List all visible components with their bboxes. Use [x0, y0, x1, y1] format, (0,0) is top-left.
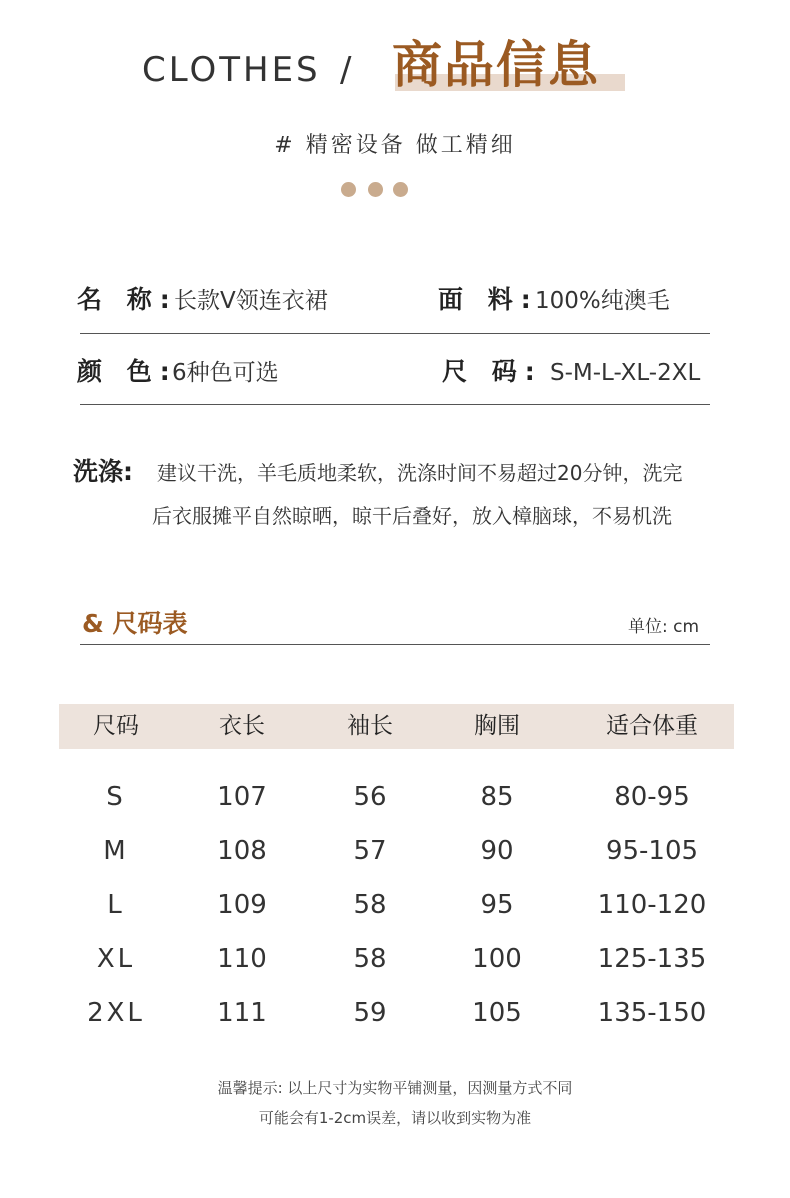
table-cell: 59 [353, 998, 387, 1028]
washing-text-line2: 后衣服摊平自然晾晒，晾干后叠好，放入樟脑球，不易机洗 [152, 504, 672, 528]
table-header-cell: 适合体重 [606, 713, 698, 739]
note-line2: 可能会有1-2cm误差，请以收到实物为准 [258, 1109, 532, 1127]
table-cell: 110-120 [597, 890, 707, 920]
table-cell: S [106, 782, 126, 812]
note-line1: 温馨提示: 以上尺寸为实物平铺测量，因测量方式不同 [217, 1079, 573, 1097]
table-cell: 95-105 [605, 836, 699, 866]
dot-icon [393, 182, 408, 197]
brand-text: CLOTHES [142, 50, 321, 90]
size-value: S-M-L-XL-2XL [550, 360, 701, 386]
washing-text-line1: 建议干洗，羊毛质地柔软，洗涤时间不易超过20分钟，洗完 [157, 461, 683, 485]
color-value: 6种色可选 [172, 360, 279, 386]
color-label: 颜 色: [77, 357, 178, 386]
table-cell: L [107, 890, 125, 920]
table-cell: 2XL [87, 998, 145, 1028]
dot-icon [341, 182, 356, 197]
table-header-cell: 袖长 [347, 713, 393, 739]
table-cell: 135-150 [597, 998, 707, 1028]
dot-icon [368, 182, 383, 197]
table-cell: 58 [353, 890, 387, 920]
table-cell: 111 [217, 998, 267, 1028]
table-cell: 110 [217, 944, 267, 974]
subtitle: # 精密设备 做工精细 [274, 133, 516, 158]
table-cell: 56 [353, 782, 387, 812]
name-value: 长款V领连衣裙 [174, 288, 328, 314]
table-cell: 95 [480, 890, 514, 920]
brand-slash: / [340, 50, 352, 90]
table-header-cell: 衣长 [219, 713, 265, 739]
table-cell: 107 [217, 782, 267, 812]
divider [80, 644, 710, 645]
table-cell: XL [96, 944, 136, 974]
size-label: 尺 码: [442, 357, 543, 386]
table-cell: 80-95 [614, 782, 690, 812]
fabric-value: 100%纯澳毛 [535, 288, 670, 314]
decorative-dots [341, 182, 411, 198]
divider [80, 333, 710, 334]
page-title: 商品信息 [392, 35, 600, 94]
table-cell: M [103, 836, 129, 866]
table-cell: 125-135 [597, 944, 707, 974]
table-cell: 90 [480, 836, 514, 866]
fabric-label: 面 料: [438, 285, 539, 314]
table-cell: 109 [217, 890, 267, 920]
table-cell: 57 [353, 836, 387, 866]
table-cell: 100 [472, 944, 522, 974]
table-header-cell: 尺码 [93, 713, 139, 739]
divider [80, 404, 710, 405]
name-label: 名 称: [77, 285, 178, 314]
washing-label: 洗涤: [73, 457, 133, 486]
table-header-cell: 胸围 [474, 713, 520, 739]
size-chart-title: & 尺码表 [82, 609, 188, 638]
unit-label: 单位: cm [628, 617, 700, 637]
table-cell: 58 [353, 944, 387, 974]
table-cell: 105 [472, 998, 522, 1028]
table-cell: 85 [480, 782, 514, 812]
table-cell: 108 [217, 836, 267, 866]
